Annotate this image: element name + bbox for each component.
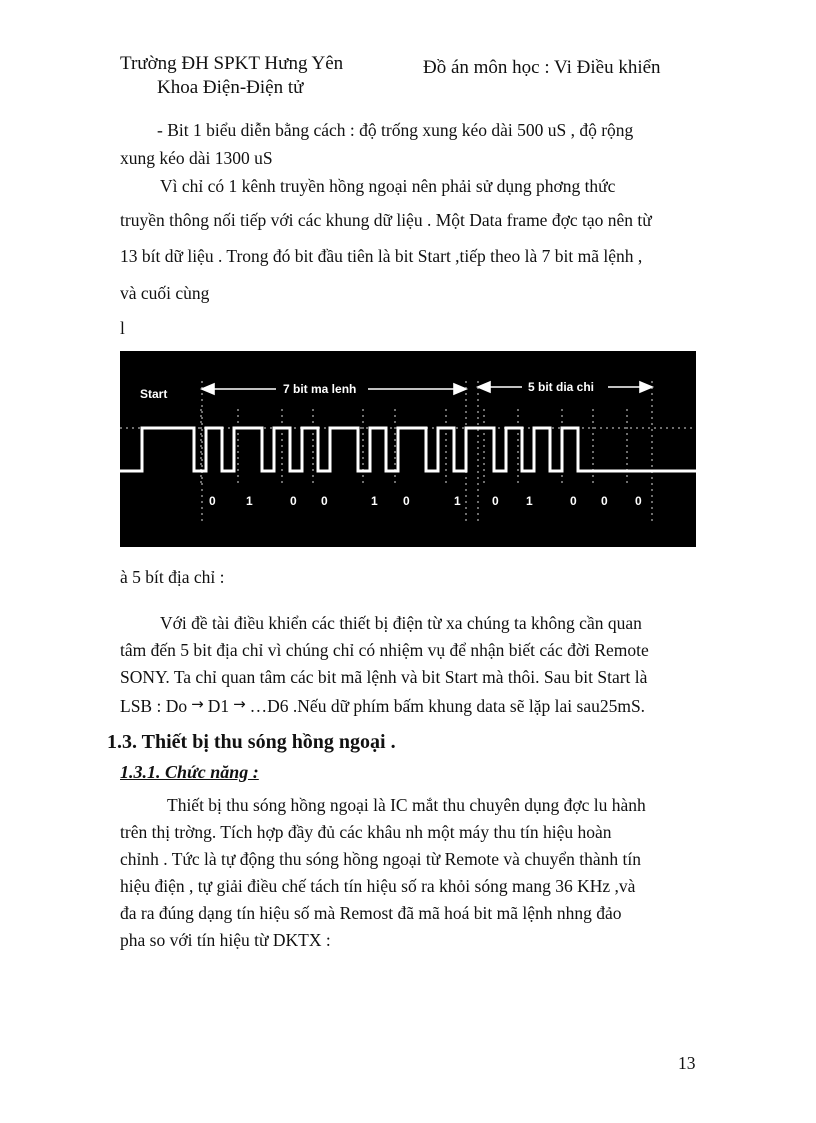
text-line: chỉnh . Tức là tự động thu sóng hồng ngoại từ Remote và chuyển thành tín: [120, 849, 641, 869]
lsb-text: LSB : Do: [120, 696, 188, 716]
text-line: SONY. Ta chỉ quan tâm các bit mã lệnh và bit Start mà thôi. Sau bit Start là: [120, 667, 648, 687]
bit-value-7: 0: [492, 494, 499, 508]
bit-value-6: 1: [454, 494, 461, 508]
text-line-with-arrows: [120, 696, 645, 717]
text-line: truyền thông nối tiếp với các khung dữ liệu . Một Data frame đợc tạo nên từ: [120, 210, 652, 230]
bit-value-4: 1: [371, 494, 378, 508]
bit-values: [209, 494, 642, 508]
text-line: hiệu điện , tự giải điều chế tách tín hiệu số ra khỏi sóng mang 36 KHz ,và: [120, 876, 636, 896]
text-line: tâm đến 5 bit địa chỉ vì chúng chỉ có nhiệm vụ để nhận biết các đời Remote: [120, 640, 649, 660]
page-number: 13: [678, 1053, 696, 1073]
signal-waveform: [120, 428, 696, 471]
text-line: - Bit 1 biểu diễn bằng cách : độ trống xung kéo dài 500 uS , độ rộng: [157, 120, 634, 140]
bit-value-0: 0: [209, 494, 216, 508]
bit-value-3: 0: [321, 494, 328, 508]
header-project-title: Đồ án môn học : Vi Điều khiển: [423, 57, 661, 78]
bit-value-2: 0: [290, 494, 297, 508]
bit-value-10: 0: [601, 494, 608, 508]
subsection-heading: 1.3.1. Chức năng :: [120, 762, 259, 782]
bit-value-11: 0: [635, 494, 642, 508]
text-line: xung kéo dài 1300 uS: [120, 148, 273, 168]
bit-value-5: 0: [403, 494, 410, 508]
text-line: 13 bít dữ liệu . Trong đó bit đầu tiên là bit Start ,tiếp theo là 7 bit mã lệnh ,: [120, 246, 643, 266]
d1-text: D1: [207, 696, 230, 716]
right-arrow-icon: →: [233, 695, 246, 713]
text-line: Vì chỉ có 1 kênh truyền hồng ngoại nên phải sử dụng phơng thức: [160, 176, 616, 196]
right-arrow-icon: →: [191, 695, 204, 713]
text-line: à 5 bít địa chỉ :: [120, 567, 225, 587]
start-label: Start: [140, 387, 168, 401]
address-bits-label: 5 bit dia chi: [528, 380, 595, 394]
text-line: trên thị trờng. Tích hợp đầy đủ các khâu nh một máy thu tín hiệu hoàn: [120, 822, 612, 842]
waveform-svg: [120, 351, 696, 547]
stray-character: l: [120, 318, 125, 338]
text-line: và cuối cùng: [120, 283, 210, 303]
text-line: pha so với tín hiệu từ DKTX :: [120, 930, 331, 950]
section-heading: 1.3. Thiết bị thu sóng hồng ngoại .: [107, 731, 396, 753]
bit-value-8: 1: [526, 494, 533, 508]
header-faculty: Khoa Điện-Điện tử: [157, 77, 304, 98]
command-bits-label: 7 bit ma lenh: [283, 382, 357, 396]
ir-signal-waveform-diagram: [120, 351, 696, 547]
text-line: Thiết bị thu sóng hồng ngoại là IC mắt thu chuyên dụng đợc lu hành: [167, 795, 646, 815]
text-line: đa ra đúng dạng tín hiệu số mà Remost đã mã hoá bit mã lệnh nhng đảo: [120, 903, 622, 923]
header-school: Trường ĐH SPKT Hưng Yên: [120, 53, 344, 74]
bit-value-9: 0: [570, 494, 577, 508]
bit-value-1: 1: [246, 494, 253, 508]
repeat-text: …D6 .Nếu dữ phím bấm khung data sẽ lặp lai sau25mS.: [249, 696, 646, 716]
text-line: Với đề tài điều khiển các thiết bị điện từ xa chúng ta không cần quan: [160, 613, 642, 633]
